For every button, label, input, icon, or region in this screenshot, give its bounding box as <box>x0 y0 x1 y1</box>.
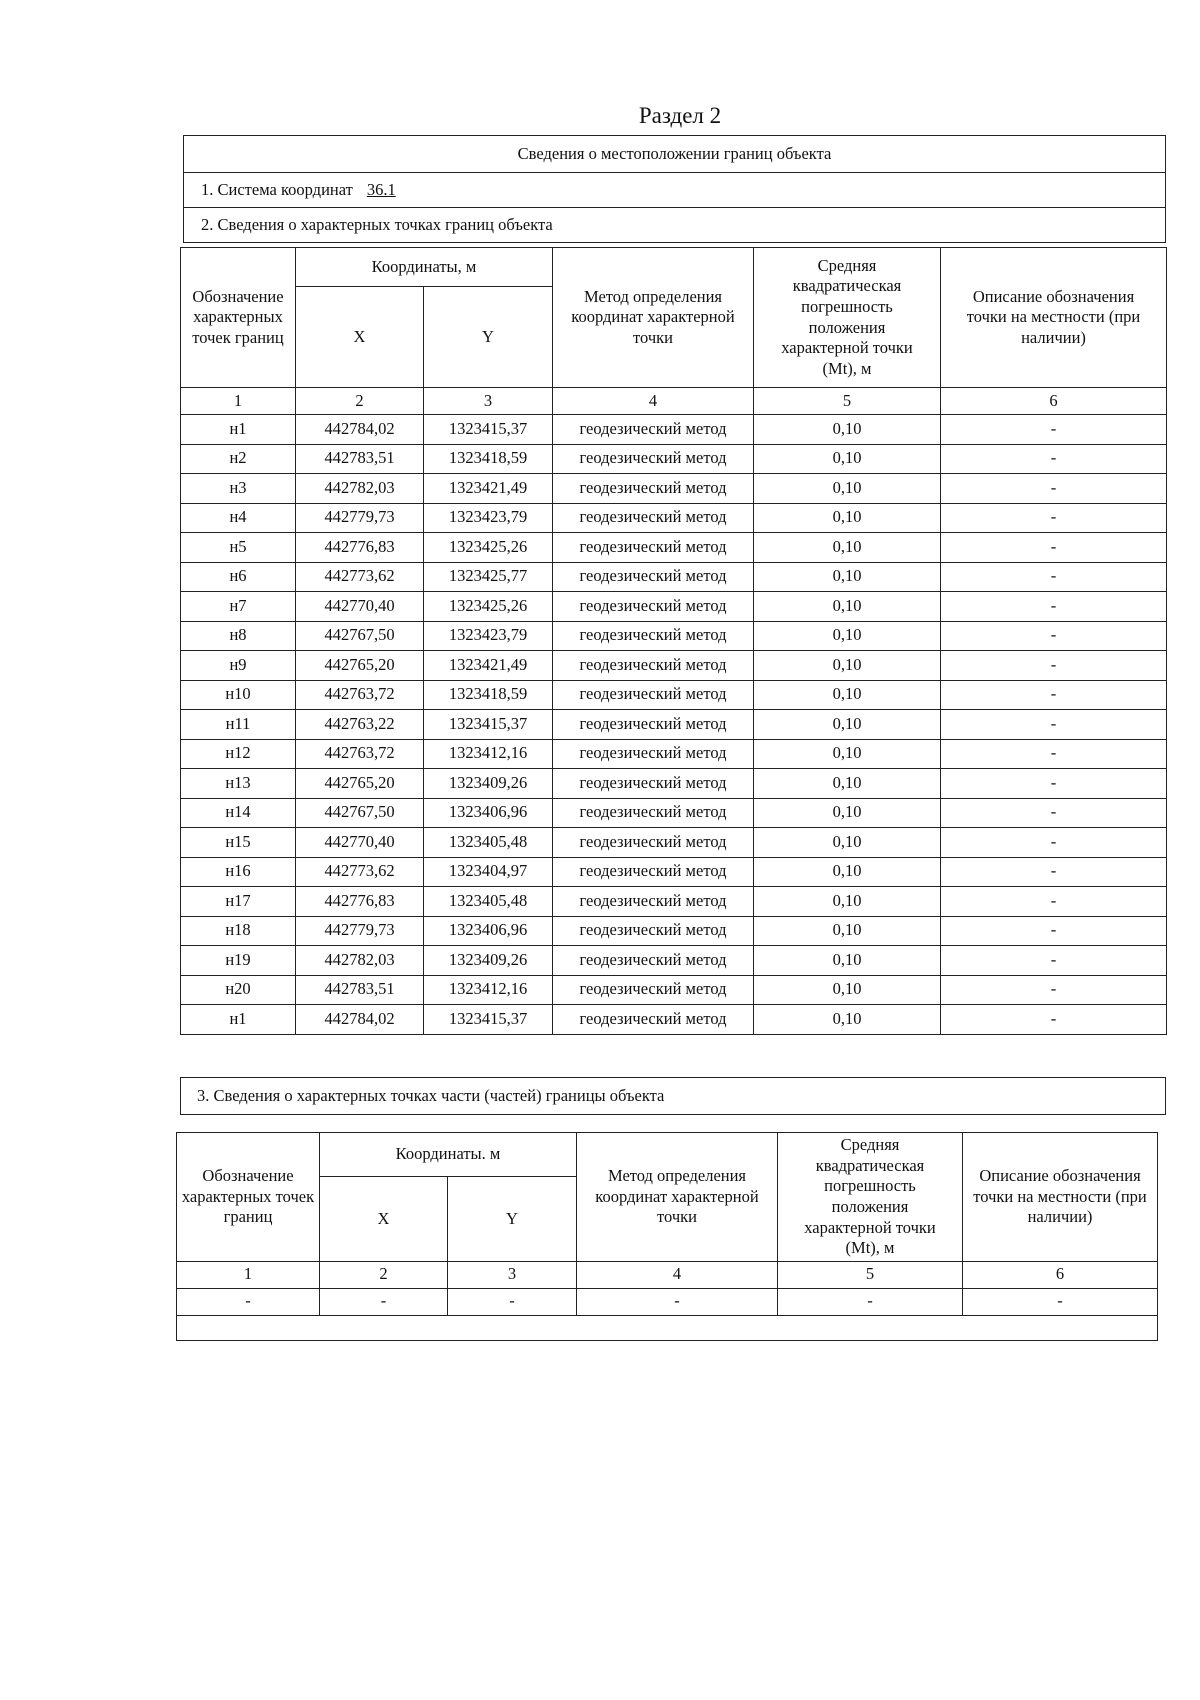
point-y: 1323405,48 <box>424 828 553 858</box>
point-x: 442767,50 <box>296 798 424 828</box>
point-id: н17 <box>181 887 296 917</box>
column-number: 3 <box>424 388 553 415</box>
point-x: 442765,20 <box>296 769 424 799</box>
point-mt: 0,10 <box>754 916 941 946</box>
point-id: н4 <box>181 503 296 533</box>
point-x: 442783,51 <box>296 444 424 474</box>
point-description: - <box>941 916 1167 946</box>
point-id: н2 <box>181 444 296 474</box>
table-row <box>181 444 1167 474</box>
point-description: - <box>941 798 1167 828</box>
point-id: н1 <box>181 1005 296 1035</box>
table-row <box>181 887 1167 917</box>
point-id: н9 <box>181 651 296 681</box>
column-number: 6 <box>941 388 1167 415</box>
point-description: - <box>941 710 1167 740</box>
point-method: геодезический метод <box>553 769 754 799</box>
table-row <box>181 680 1167 710</box>
table-row <box>181 533 1167 563</box>
table-row <box>181 916 1167 946</box>
part-blank-row <box>177 1315 1158 1340</box>
header-description: Описание обозначения точки на местности (при наличии) <box>941 248 1167 388</box>
point-id: н15 <box>181 828 296 858</box>
point-x: 442763,22 <box>296 710 424 740</box>
table-row <box>181 621 1167 651</box>
point-description: - <box>941 946 1167 976</box>
point-y: 1323412,16 <box>424 975 553 1005</box>
point-y: 1323406,96 <box>424 916 553 946</box>
object-info-table <box>183 135 1166 243</box>
point-id: н13 <box>181 769 296 799</box>
column-number: 2 <box>296 388 424 415</box>
point-id: н16 <box>181 857 296 887</box>
point-mt: 0,10 <box>754 857 941 887</box>
table-row <box>181 975 1167 1005</box>
part-header-method: Метод определения координат характерной точки <box>577 1133 778 1262</box>
part-column-number: 6 <box>963 1261 1158 1288</box>
table-row <box>181 592 1167 622</box>
part-column-number: 4 <box>577 1261 778 1288</box>
header-error: Средняя квадратическая погрешность положения характерной точки (Mt), м <box>754 248 941 388</box>
point-method: геодезический метод <box>553 798 754 828</box>
point-mt: 0,10 <box>754 798 941 828</box>
point-x: 442784,02 <box>296 415 424 445</box>
part-cell: - <box>577 1288 778 1315</box>
point-description: - <box>941 651 1167 681</box>
point-description: - <box>941 592 1167 622</box>
point-mt: 0,10 <box>754 769 941 799</box>
point-y: 1323421,49 <box>424 651 553 681</box>
point-method: геодезический метод <box>553 887 754 917</box>
point-x: 442784,02 <box>296 1005 424 1035</box>
point-method: геодезический метод <box>553 916 754 946</box>
point-description: - <box>941 887 1167 917</box>
table-row <box>181 651 1167 681</box>
part-header-x: X <box>320 1176 448 1261</box>
header-designation: Обозначение характерных точек границ <box>181 248 296 388</box>
part-header-error: Средняя квадратическая погрешность положения характерной точки (Mt), м <box>778 1133 963 1262</box>
header-x: X <box>296 287 424 388</box>
part-cell: - <box>177 1288 320 1315</box>
point-x: 442776,83 <box>296 887 424 917</box>
point-mt: 0,10 <box>754 828 941 858</box>
part-cell: - <box>963 1288 1158 1315</box>
point-x: 442770,40 <box>296 828 424 858</box>
column-number: 1 <box>181 388 296 415</box>
point-method: геодезический метод <box>553 562 754 592</box>
part-cell: - <box>448 1288 577 1315</box>
point-y: 1323415,37 <box>424 415 553 445</box>
part-cell: - <box>320 1288 448 1315</box>
point-x: 442782,03 <box>296 946 424 976</box>
point-description: - <box>941 739 1167 769</box>
point-mt: 0,10 <box>754 739 941 769</box>
point-id: н19 <box>181 946 296 976</box>
point-method: геодезический метод <box>553 739 754 769</box>
point-y: 1323415,37 <box>424 1005 553 1035</box>
point-id: н7 <box>181 592 296 622</box>
part-header-coords: Координаты. м <box>320 1133 577 1177</box>
point-mt: 0,10 <box>754 533 941 563</box>
point-description: - <box>941 503 1167 533</box>
points-heading: 2. Сведения о характерных точках границ объекта <box>184 208 1166 243</box>
table-row <box>181 415 1167 445</box>
part-table-row <box>177 1288 1158 1315</box>
point-mt: 0,10 <box>754 1005 941 1035</box>
point-description: - <box>941 1005 1167 1035</box>
point-y: 1323404,97 <box>424 857 553 887</box>
header-y: Y <box>424 287 553 388</box>
point-method: геодезический метод <box>553 503 754 533</box>
point-x: 442773,62 <box>296 562 424 592</box>
point-id: н1 <box>181 415 296 445</box>
point-y: 1323418,59 <box>424 444 553 474</box>
point-method: геодезический метод <box>553 680 754 710</box>
part-header-y: Y <box>448 1176 577 1261</box>
point-id: н11 <box>181 710 296 740</box>
point-id: н18 <box>181 916 296 946</box>
point-method: геодезический метод <box>553 592 754 622</box>
point-x: 442779,73 <box>296 916 424 946</box>
point-mt: 0,10 <box>754 562 941 592</box>
point-mt: 0,10 <box>754 710 941 740</box>
table-row <box>181 474 1167 504</box>
section-title: Раздел 2 <box>638 103 722 128</box>
table-row <box>181 1005 1167 1035</box>
point-y: 1323425,77 <box>424 562 553 592</box>
point-id: н20 <box>181 975 296 1005</box>
points-table <box>180 247 1167 1035</box>
point-description: - <box>941 769 1167 799</box>
point-method: геодезический метод <box>553 533 754 563</box>
point-x: 442765,20 <box>296 651 424 681</box>
point-x: 442763,72 <box>296 680 424 710</box>
point-mt: 0,10 <box>754 592 941 622</box>
point-y: 1323406,96 <box>424 798 553 828</box>
table-row <box>181 739 1167 769</box>
point-x: 442779,73 <box>296 503 424 533</box>
part-heading-table <box>180 1077 1166 1115</box>
part-column-number: 2 <box>320 1261 448 1288</box>
point-x: 442783,51 <box>296 975 424 1005</box>
point-mt: 0,10 <box>754 680 941 710</box>
table-row <box>181 857 1167 887</box>
point-description: - <box>941 828 1167 858</box>
point-x: 442767,50 <box>296 621 424 651</box>
point-y: 1323425,26 <box>424 533 553 563</box>
table-row <box>181 710 1167 740</box>
point-x: 442782,03 <box>296 474 424 504</box>
point-method: геодезический метод <box>553 828 754 858</box>
point-mt: 0,10 <box>754 975 941 1005</box>
point-id: н6 <box>181 562 296 592</box>
point-id: н5 <box>181 533 296 563</box>
point-description: - <box>941 562 1167 592</box>
point-mt: 0,10 <box>754 415 941 445</box>
coord-system-row <box>184 173 1166 208</box>
point-x: 442776,83 <box>296 533 424 563</box>
point-id: н10 <box>181 680 296 710</box>
point-y: 1323405,48 <box>424 887 553 917</box>
point-description: - <box>941 533 1167 563</box>
point-description: - <box>941 680 1167 710</box>
table-row <box>181 798 1167 828</box>
point-y: 1323409,26 <box>424 946 553 976</box>
point-mt: 0,10 <box>754 621 941 651</box>
point-y: 1323421,49 <box>424 474 553 504</box>
point-method: геодезический метод <box>553 415 754 445</box>
point-mt: 0,10 <box>754 444 941 474</box>
point-method: геодезический метод <box>553 1005 754 1035</box>
point-y: 1323423,79 <box>424 503 553 533</box>
point-method: геодезический метод <box>553 474 754 504</box>
point-method: геодезический метод <box>553 946 754 976</box>
table-row <box>181 769 1167 799</box>
point-method: геодезический метод <box>553 651 754 681</box>
table-row <box>181 828 1167 858</box>
point-method: геодезический метод <box>553 857 754 887</box>
table-row <box>181 946 1167 976</box>
point-id: н14 <box>181 798 296 828</box>
part-cell: - <box>778 1288 963 1315</box>
point-x: 442763,72 <box>296 739 424 769</box>
point-id: н8 <box>181 621 296 651</box>
column-number: 5 <box>754 388 941 415</box>
part-header-designation: Обозначение характерных точек границ <box>177 1133 320 1262</box>
point-method: геодезический метод <box>553 975 754 1005</box>
table-row <box>181 503 1167 533</box>
point-mt: 0,10 <box>754 503 941 533</box>
point-mt: 0,10 <box>754 887 941 917</box>
point-method: геодезический метод <box>553 444 754 474</box>
point-x: 442770,40 <box>296 592 424 622</box>
point-y: 1323418,59 <box>424 680 553 710</box>
point-mt: 0,10 <box>754 474 941 504</box>
point-description: - <box>941 444 1167 474</box>
point-y: 1323423,79 <box>424 621 553 651</box>
header-coords: Координаты, м <box>296 248 553 287</box>
coord-system-value: 36.1 <box>366 179 396 199</box>
point-description: - <box>941 857 1167 887</box>
part-header-description: Описание обозначения точки на местности (при наличии) <box>963 1133 1158 1262</box>
point-mt: 0,10 <box>754 651 941 681</box>
part-column-number: 5 <box>778 1261 963 1288</box>
point-description: - <box>941 975 1167 1005</box>
point-description: - <box>941 474 1167 504</box>
point-mt: 0,10 <box>754 946 941 976</box>
table-row <box>181 562 1167 592</box>
point-y: 1323409,26 <box>424 769 553 799</box>
point-method: геодезический метод <box>553 710 754 740</box>
point-description: - <box>941 415 1167 445</box>
point-y: 1323415,37 <box>424 710 553 740</box>
column-number: 4 <box>553 388 754 415</box>
part-column-number: 3 <box>448 1261 577 1288</box>
part-points-table <box>176 1132 1158 1341</box>
part-heading: 3. Сведения о характерных точках части (частей) границы объекта <box>181 1078 1166 1115</box>
point-method: геодезический метод <box>553 621 754 651</box>
part-column-number: 1 <box>177 1261 320 1288</box>
point-description: - <box>941 621 1167 651</box>
point-x: 442773,62 <box>296 857 424 887</box>
point-id: н12 <box>181 739 296 769</box>
table-title: Сведения о местоположении границ объекта <box>184 136 1166 173</box>
point-y: 1323425,26 <box>424 592 553 622</box>
coord-system-label: 1. Система координат <box>201 179 353 199</box>
header-method: Метод определения координат характерной точки <box>553 248 754 388</box>
point-y: 1323412,16 <box>424 739 553 769</box>
point-id: н3 <box>181 474 296 504</box>
